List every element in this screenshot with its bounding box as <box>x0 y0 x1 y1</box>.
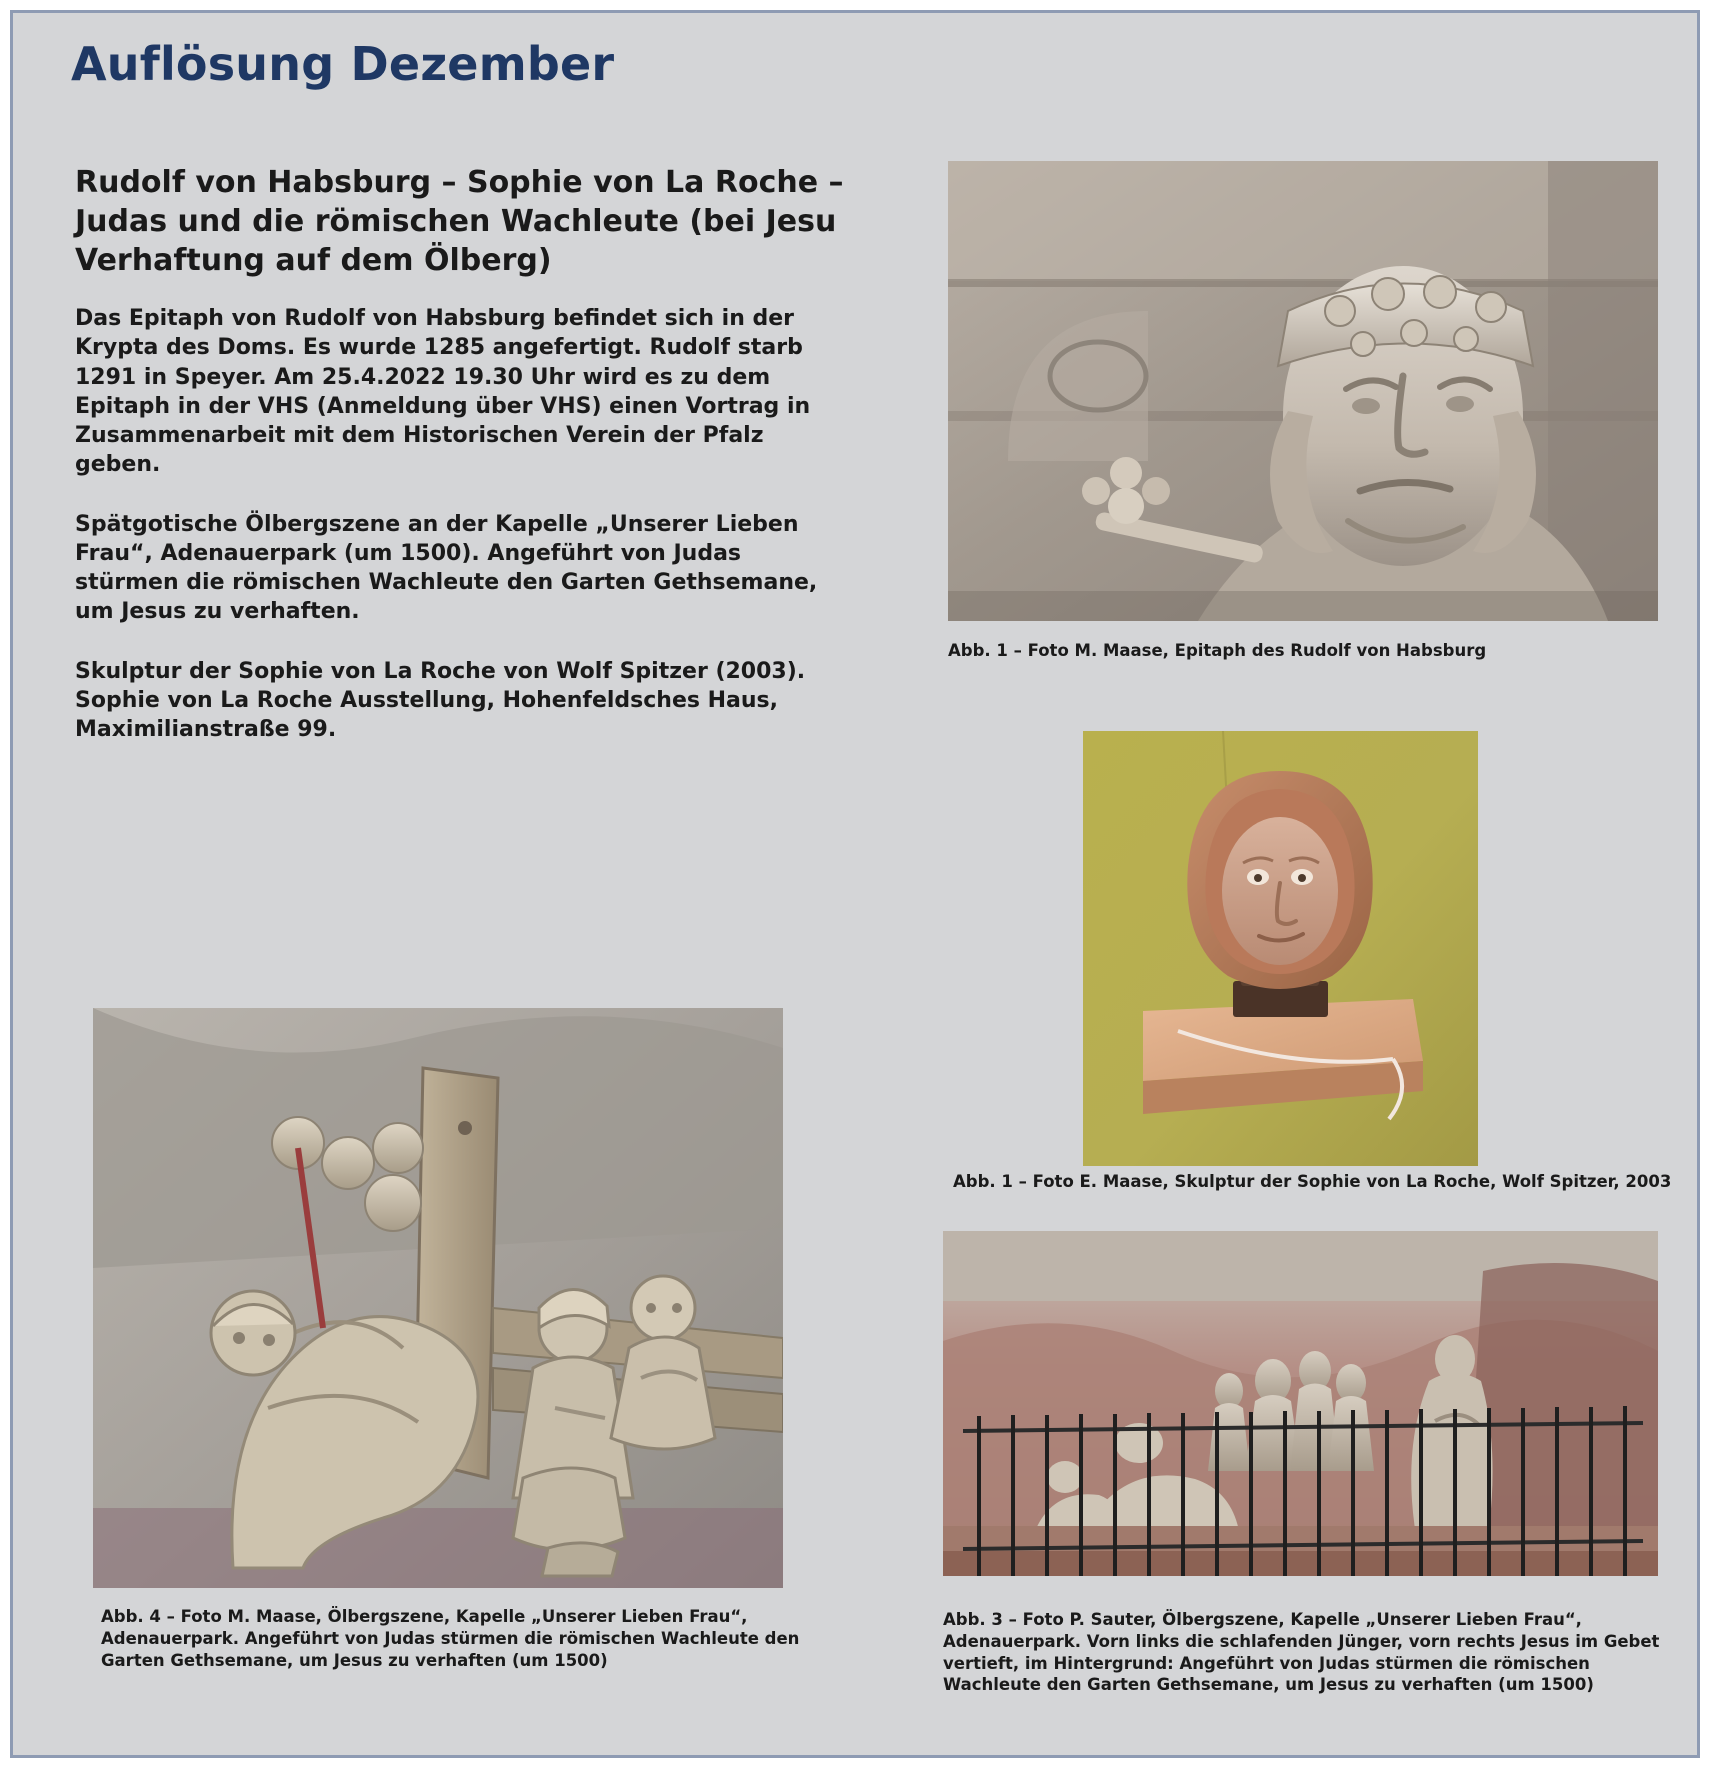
paragraph-oelbergszene: Spätgotische Ölbergszene an der Kapelle „Unserer Lieben Frau“, Adenauerpark (um 1500). Angeführt von Judas stürmen die römischen Wachleute den Garten Gethsemane, um Jesus zu verhaften. <box>75 511 818 625</box>
figure-relief <box>93 1008 783 1588</box>
figure-oelbergszene <box>943 1231 1658 1576</box>
image-epitaph <box>948 161 1658 621</box>
caption-epitaph: Abb. 1 – Foto M. Maase, Epitaph des Rudolf von Habsburg <box>948 641 1487 660</box>
page-title: Auflösung Dezember <box>71 37 615 91</box>
caption-oelbergszene: Abb. 3 – Foto P. Sauter, Ölbergszene, Kapelle „Unserer Lieben Frau“, Adenauerpark. Vorn links die schlafenden Jünger, vorn rechts Jesus im Gebet vertieft, im Hintergrund: Angeführt von Judas stürmen die römischen Wachleute den Garten Gethsemane, um Jesus zu verhaften (um 1500) <box>943 1610 1660 1695</box>
text-column <box>75 163 845 744</box>
image-sophie <box>1083 731 1478 1166</box>
caption-sophie: Abb. 1 – Foto E. Maase, Skulptur der Sophie von La Roche, Wolf Spitzer, 2003 <box>953 1172 1672 1191</box>
paragraph-epitaph: Das Epitaph von Rudolf von Habsburg befindet sich in der Krypta des Doms. Es wurde 1285 angefertigt. Rudolf starb 1291 in Speyer. Am 25.4.2022 19.30 Uhr wird es zu dem Epitaph in der VHS (Anmeldung über VHS) einen Vortrag in Zusammenarbeit mit dem Historischen Verein der Pfalz geben. <box>75 306 811 478</box>
figure-epitaph <box>948 161 1658 621</box>
article-subtitle: Rudolf von Habsburg – Sophie von La Roche – Judas und die römischen Wachleute (bei Jesu Verhaftung auf dem Ölberg) <box>75 165 844 278</box>
image-relief <box>93 1008 783 1588</box>
image-oelbergszene <box>943 1231 1658 1576</box>
figure-sophie <box>1083 731 1478 1166</box>
poster-page <box>10 10 1700 1758</box>
caption-relief: Abb. 4 – Foto M. Maase, Ölbergszene, Kapelle „Unserer Lieben Frau“, Adenauerpark. Angeführt von Judas stürmen die römischen Wachleute den Garten Gethsemane, um Jesus zu verhaften (um 1500) <box>101 1607 800 1670</box>
paragraph-sophie: Skulptur der Sophie von La Roche von Wolf Spitzer (2003). Sophie von La Roche Ausstellung, Hohenfeldsches Haus, Maximilianstraße 99. <box>75 658 806 742</box>
